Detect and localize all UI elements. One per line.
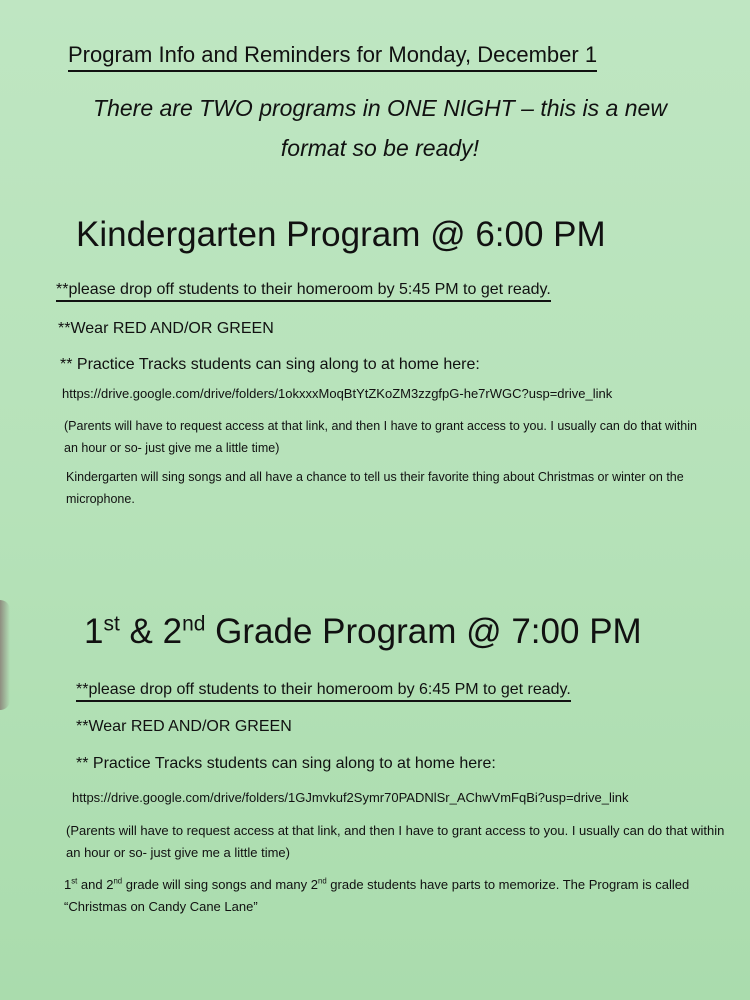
grades-practice-link[interactable]: https://drive.google.com/drive/folders/1GJmvkuf2Symr70PADNlSr_AChwVmFqBi?usp=drive_link [72,790,629,805]
grades-practice-note: ** Practice Tracks students can sing along to at home here: [76,755,496,772]
page-title: Program Info and Reminders for Monday, December 1 [68,42,597,72]
kindergarten-practice-note: ** Practice Tracks students can sing along to at home here: [60,356,480,373]
kindergarten-wear-note: **Wear RED AND/OR GREEN [58,320,274,337]
grades-access-note: (Parents will have to request access at that link, and then I have to grant access to you. I usually can do that within an hour or so- just give me a little time) [66,823,725,860]
kindergarten-practice-link[interactable]: https://drive.google.com/drive/folders/1okxxxMoqBtYtZKoZM3zzgfpG-he7rWGC?usp=drive_link [62,386,613,401]
kindergarten-dropoff-note: **please drop off students to their homeroom by 5:45 PM to get ready. [56,281,551,302]
kindergarten-program-title: Kindergarten Program @ 6:00 PM [76,215,606,254]
grades-description: 1st and 2nd grade will sing songs and many 2nd grade students have parts to memorize. The Program is called “Christmas on Candy Cane Lane” [64,876,690,914]
grades-dropoff-note: **please drop off students to their homeroom by 6:45 PM to get ready. [76,681,571,702]
grades-wear-note: **Wear RED AND/OR GREEN [76,718,292,735]
intro-text: There are TWO programs in ONE NIGHT – this is a new format so be ready! [93,95,667,161]
kindergarten-description: Kindergarten will sing songs and all have a chance to tell us their favorite thing about Christmas or winter on the microphone. [66,470,684,506]
kindergarten-access-note: (Parents will have to request access at that link, and then I have to grant access to you. I usually can do that within an hour or so- just give me a little time) [64,419,697,455]
grades-program-title: 1st & 2nd Grade Program @ 7:00 PM [84,612,642,651]
